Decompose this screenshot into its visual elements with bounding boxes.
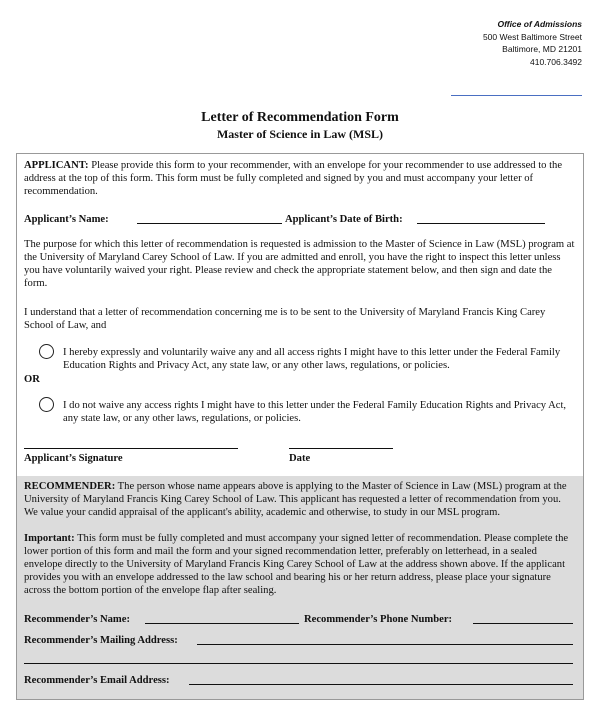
applicant-signature-field[interactable]: [24, 448, 238, 449]
applicant-intro-text: Please provide this form to your recommender, with an envelope for your recommender to use addressed to the address at the top of this form. This form must be fully completed and signed by you and must accompany your letter of recommendation.: [24, 160, 563, 197]
applicant-intro: [24, 159, 576, 198]
important-label: Important:: [24, 533, 75, 544]
applicant-intro-label: APPLICANT:: [24, 160, 89, 171]
recommender-phone-label: Recommender’s Phone Number:: [304, 614, 453, 625]
recommendation-form: [16, 153, 584, 700]
header-rule: [451, 95, 582, 96]
important-note: [24, 532, 576, 597]
recommender-name-field[interactable]: [145, 623, 299, 624]
office-name: Office of Admissions: [497, 19, 582, 29]
recommender-email-field[interactable]: [189, 684, 573, 685]
recommender-mailing-field-line-2[interactable]: [24, 663, 573, 664]
or-label: OR: [24, 374, 40, 385]
waive-option-text: I hereby expressly and voluntarily waive any and all access rights I might have to this letter under the Federal Family Education Rights and Privacy Act, any state law, or any other laws, regulations, or policies.: [63, 347, 561, 371]
applicant-signature-label: Applicant’s Signature: [24, 453, 123, 464]
applicant-name-field[interactable]: [137, 223, 282, 224]
form-subtitle: Master of Science in Law (MSL): [216, 127, 384, 141]
applicant-section: [17, 154, 583, 476]
form-title: Letter of Recommendation Form: [201, 110, 399, 125]
understand-paragraph: I understand that a letter of recommendation concerning me is to be sent to the University of Maryland Francis King Carey School of Law, and: [24, 307, 546, 331]
important-text: This form must be fully completed and must accompany your signed letter of recommendation. Please complete the lower portion of this form and mail the form and your signed recommendation letter, preferably on letterhead, in a sealed envelope directly to the University of Maryland Francis King Carey School of Law at the address shown above. If the applicant provides you with an envelope addressed to the law school and bearing his or her return address, please place your signature across the bottom portion of the envelope flap after sealing.: [24, 533, 569, 596]
applicant-name-label: Applicant’s Name:: [24, 214, 109, 225]
applicant-dob-field[interactable]: [417, 223, 545, 224]
purpose-paragraph: The purpose for which this letter of recommendation is requested is admission to the Master of Science in Law (MSL) program at the University of Maryland Carey School of Law. If you are admitted and enroll, you have the right to inspect this letter unless you have voluntarily waived your right. Please review and check the appropriate statement below, and then sign and date the form.: [24, 239, 575, 289]
office-address: [483, 18, 582, 68]
recommender-phone-field[interactable]: [473, 623, 573, 624]
recommender-intro-text: The person whose name appears above is applying to the Master of Science in Law (MSL) program at the University of Maryland Francis King Carey School of Law. This applicant has requested a letter of recommendation from you. We value your candid appraisal of the applicant's ability, academic and otherwise, to study in our MSL program.: [24, 481, 567, 518]
recommender-mailing-label: Recommender’s Mailing Address:: [24, 635, 178, 646]
office-city: Baltimore, MD 21201: [502, 44, 582, 54]
recommender-intro: [24, 480, 576, 519]
office-street: 500 West Baltimore Street: [482, 31, 582, 42]
office-phone: 410.706.3492: [530, 56, 582, 67]
recommender-email-label: Recommender’s Email Address:: [24, 675, 170, 686]
recommender-name-label: Recommender’s Name:: [24, 614, 130, 625]
date-label: Date: [289, 453, 311, 464]
recommender-mailing-field[interactable]: [197, 644, 573, 645]
waive-radio[interactable]: [39, 344, 54, 359]
recommender-intro-label: RECOMMENDER:: [24, 481, 116, 492]
applicant-dob-label: Applicant’s Date of Birth:: [285, 214, 403, 225]
not-waive-radio[interactable]: [39, 397, 54, 412]
not-waive-option-text: I do not waive any access rights I might have to this letter under the Federal Family Education Rights and Privacy Act, any state law, or any other laws, regulations, or policies.: [63, 400, 567, 424]
recommender-section: [17, 476, 583, 699]
signature-date-field[interactable]: [289, 448, 393, 449]
